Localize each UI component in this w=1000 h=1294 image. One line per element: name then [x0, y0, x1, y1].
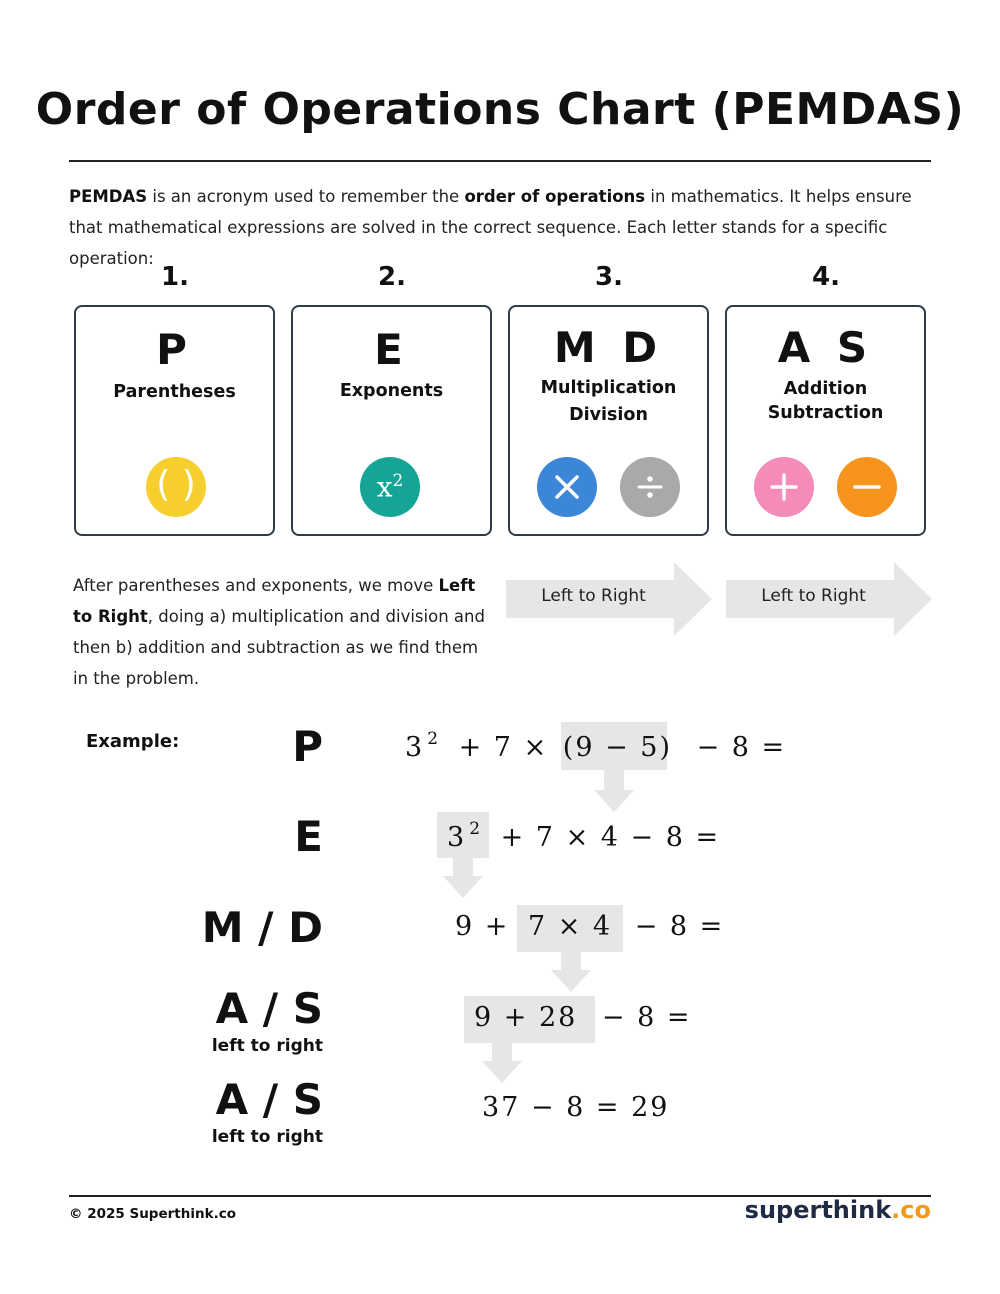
card-letters: M D: [553, 323, 664, 372]
card-letters: E: [374, 325, 409, 374]
example-step-as-2: A / S: [215, 1075, 323, 1124]
card-parentheses: [74, 305, 275, 536]
example-step-e: E: [294, 812, 323, 861]
down-arrow-1: [594, 770, 634, 812]
down-arrow-3: [551, 952, 591, 992]
eq-part: − 8 =: [686, 732, 787, 763]
card-addition-subtraction: [725, 305, 926, 536]
example-step-p: P: [292, 722, 323, 771]
eq-part: − 8 =: [624, 911, 725, 942]
card-name: Exponents: [339, 381, 444, 401]
brand-logo: [745, 1196, 931, 1224]
eq-exponent: 2: [427, 729, 441, 749]
step-number-4: 4.: [812, 262, 840, 292]
parentheses-symbol: ( ): [156, 464, 196, 505]
minus-icon: [837, 457, 897, 517]
desc-text-2: , doing a) multiplication and division and then b) addition and subtraction as we find them in the problem.: [73, 607, 485, 688]
left-to-right-arrow-md: [506, 562, 712, 636]
card-exponents: [291, 305, 492, 536]
page-title: Order of Operations Chart (PEMDAS): [35, 84, 965, 135]
plus-icon: [754, 457, 814, 517]
card-letters: A S: [777, 323, 874, 372]
step-number-2: 2.: [378, 262, 406, 292]
eq-part: 37 − 8 = 29: [482, 1092, 670, 1123]
eq-part: 9 +: [455, 911, 520, 942]
card-name-2: Subtraction: [767, 403, 884, 423]
down-arrow-2: [443, 858, 483, 898]
step-number-3: 3.: [595, 262, 623, 292]
step-number-1: 1.: [161, 262, 189, 292]
eq-part: + 7 ×: [448, 732, 559, 763]
eq-part: 3: [447, 822, 467, 853]
card-name: Parentheses: [113, 382, 236, 402]
exponent-power: 2: [392, 470, 404, 491]
divide-icon: [620, 457, 680, 517]
equation-step-e: [447, 819, 720, 853]
equation-step-md: [455, 911, 724, 942]
intro-acronym: PEMDAS: [69, 187, 148, 206]
card-letters: P: [156, 325, 193, 374]
example-label: Example:: [86, 731, 180, 752]
equation-step-p: [405, 729, 786, 763]
multiply-icon: [537, 457, 597, 517]
left-to-right-description: [73, 570, 493, 694]
example-step-as-2-note: left to right: [211, 1127, 323, 1147]
desc-bold: Left to Right: [73, 576, 476, 626]
down-arrow-4: [482, 1043, 522, 1083]
eq-part: + 7 × 4 − 8 =: [490, 822, 721, 853]
intro-text-2: in mathematics. It helps ensure that mathematical expressions are solved in the correct sequence. Each letter stands for a specific operation:: [69, 187, 912, 268]
brand-domain: .co: [891, 1196, 931, 1224]
exponent-base: x: [376, 470, 393, 504]
arrow-label: Left to Right: [761, 586, 866, 606]
eq-part: 9 + 28: [474, 1002, 578, 1033]
desc-text-1: After parentheses and exponents, we move: [73, 576, 439, 595]
eq-part: − 8 =: [591, 1002, 692, 1033]
equation-step-as-1: [474, 1002, 692, 1033]
eq-part: (9 − 5): [562, 732, 672, 763]
intro-bold: order of operations: [464, 187, 646, 206]
eq-part: 3: [405, 732, 425, 763]
left-to-right-arrow-as: [726, 562, 932, 636]
equation-step-as-2: [482, 1092, 669, 1123]
brand-name: superthink: [744, 1196, 892, 1224]
parentheses-icon: [146, 457, 206, 517]
eq-exponent: 2: [469, 819, 483, 839]
example-step-md: M / D: [201, 903, 323, 952]
card-name-1: Multiplication: [540, 378, 677, 398]
copyright: © 2025 Superthink.co: [69, 1206, 236, 1222]
exponent-icon: [360, 457, 420, 517]
card-name-2: Division: [569, 405, 648, 425]
title-divider: [69, 160, 931, 162]
example-step-as-1: A / S: [215, 984, 323, 1033]
card-multiplication-division: [508, 305, 709, 536]
intro-paragraph: [69, 181, 931, 274]
arrow-label: Left to Right: [541, 586, 646, 606]
intro-text-1: is an acronym used to remember the: [147, 187, 465, 206]
card-name-1: Addition: [783, 379, 868, 399]
eq-part: 7 × 4: [527, 911, 613, 942]
example-step-as-1-note: left to right: [211, 1036, 323, 1056]
